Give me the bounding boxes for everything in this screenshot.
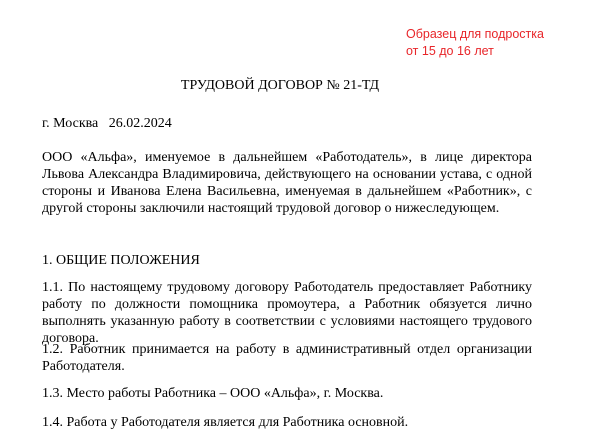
clause-1-1: 1.1. По настоящему трудовому договору Работодатель предоставляет Работнику работу по должности помощника промоутера, а Работник обязуется лично выполнять указанную работу в соответствии с условиями настоящего трудового договора. [42,280,532,346]
sample-note [406,26,544,60]
sample-note-line-2: от 15 до 16 лет [406,44,494,58]
sample-note-line-1: Образец для подростка [406,27,544,41]
clause-1-4: 1.4. Работа у Работодателя является для Работника основной. [42,415,409,430]
clause-1-2: 1.2. Работник принимается на работу в административный отдел организации Работодателя. [42,342,532,374]
section-heading: 1. ОБЩИЕ ПОЛОЖЕНИЯ [42,253,200,268]
document-title: ТРУДОВОЙ ДОГОВОР № 21-ТД [180,78,380,93]
clause-1-3: 1.3. Место работы Работника – ООО «Альфа», г. Москва. [42,386,384,401]
place-and-date: г. Москва 26.02.2024 [42,116,172,131]
intro-paragraph: ООО «Альфа», именуемое в дальнейшем «Работодатель», в лице директора Львова Александра Владимировича, действующего на основании устава, с одной стороны и Иванова Елена Васильевна, именуемая в дальнейшем «Работник», с другой стороны заключили настоящий трудовой договор о нижеследующем. [42,150,532,216]
